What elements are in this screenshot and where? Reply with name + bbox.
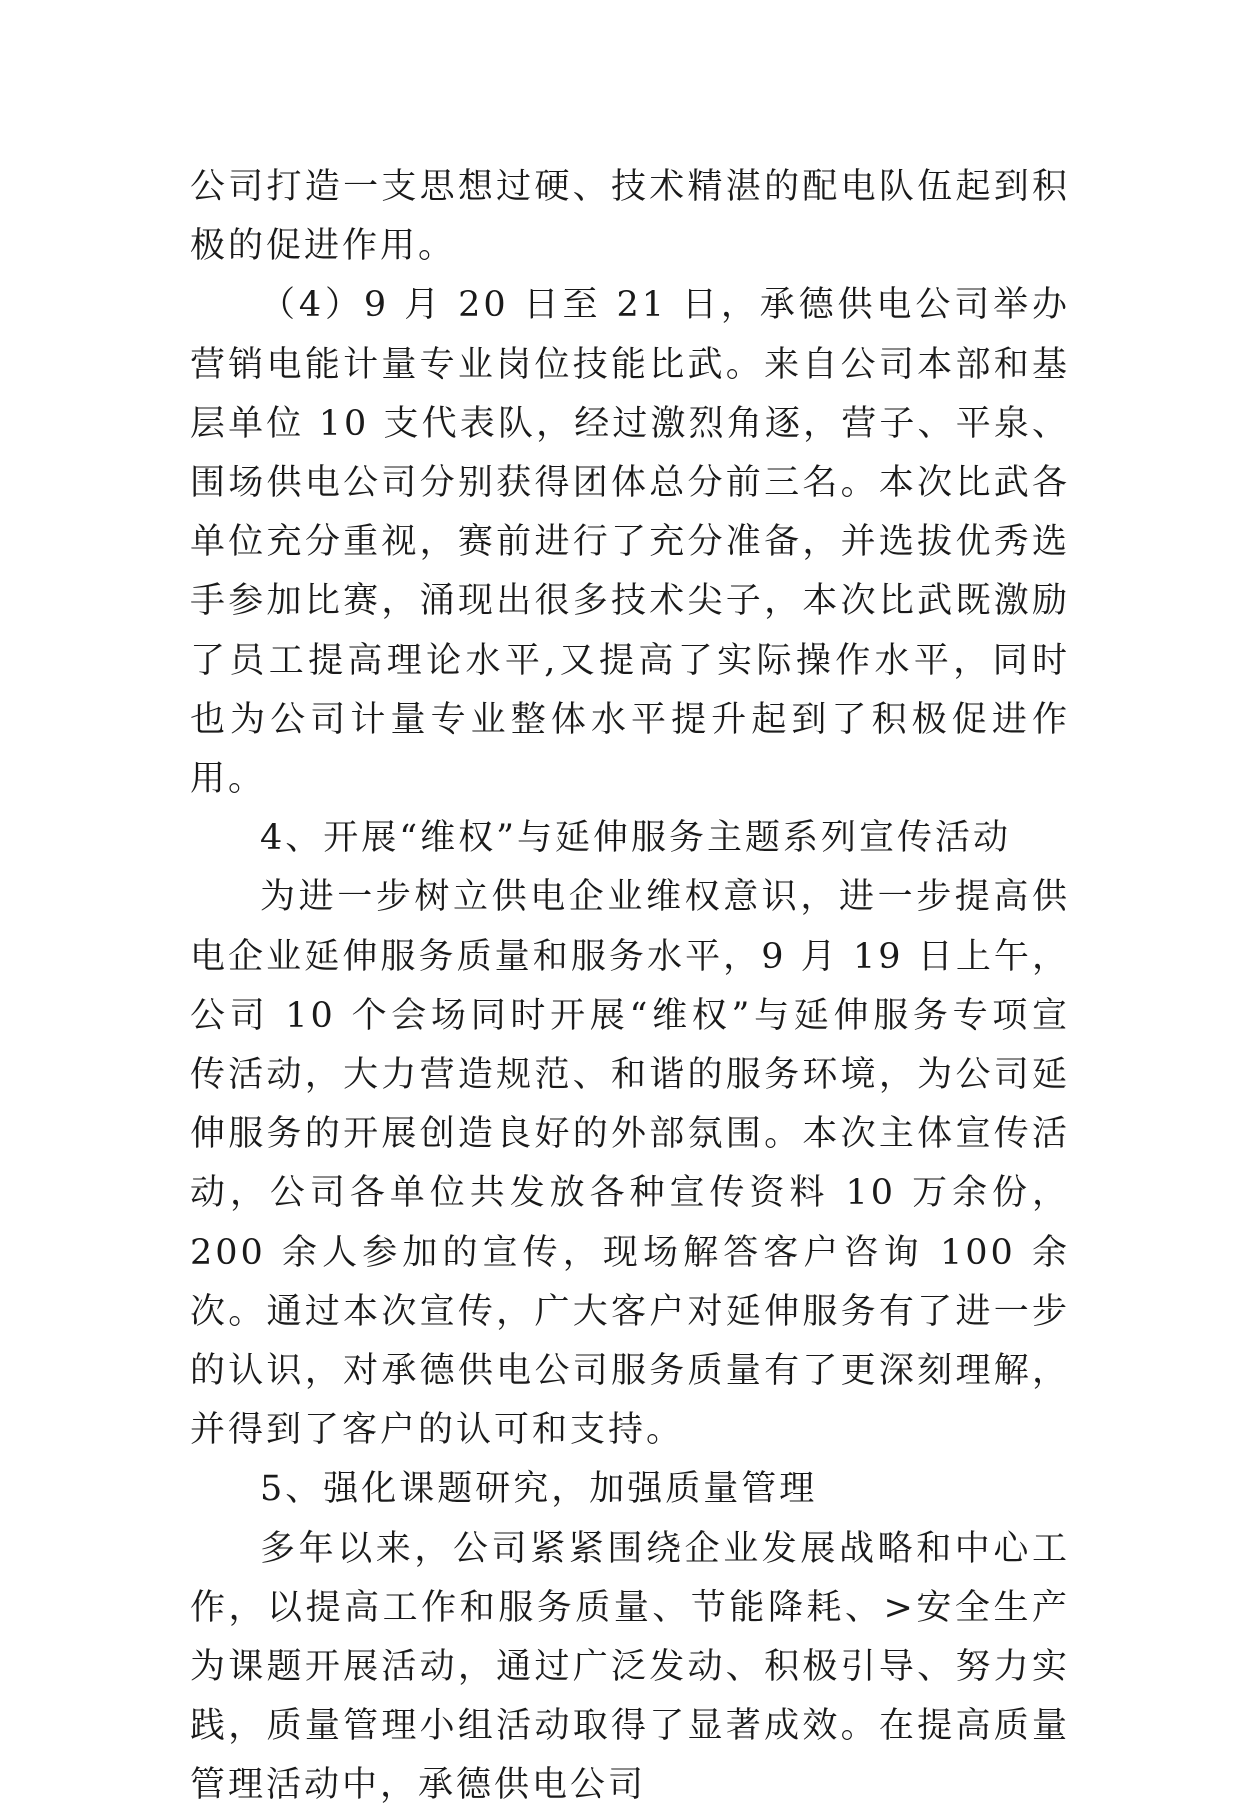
paragraph-publicity-campaign: 为进一步树立供电企业维权意识，进一步提高供电企业延伸服务质量和服务水平，9 月 19 日上午，公司 10 个会场同时开展“维权”与延伸服务专项宣传活动，大力营造规范、和谐的服务环境，为公司延伸服务的开展创造良好的外部氛围。本次主体宣传活动，公司各单位共发放各种宣传资料 10 万余份，200 余人参加的宣传，现场解答客户咨询 100 余次。通过本次宣传，广大客户对延伸服务有了进一步的认识，对承德供电公司服务质量有了更深刻理解，并得到了客户的认可和支持。	[190, 877, 1070, 1451]
document-body	[190, 158, 1070, 1816]
paragraph-item-4-skills-contest: （4）9 月 20 日至 21 日，承德供电公司举办营销电能计量专业岗位技能比武。来自公司本部和基层单位 10 支代表队，经过激烈角逐，营子、平泉、围场供电公司分别获得团体总分前三名。本次比武各单位充分重视，赛前进行了充分准备，并选拔优秀选手参加比赛，涌现出很多技术尖子，本次比武既激励了员工提高理论水平,又提高了实际操作水平，同时也为公司计量专业整体水平提升起到了积极促进作用。	[190, 285, 1070, 800]
section-heading-4: 4、开展“维权”与延伸服务主题系列宣传活动	[260, 818, 1012, 859]
section-heading-5: 5、强化课题研究，加强质量管理	[260, 1469, 818, 1510]
paragraph-continuation: 公司打造一支思想过硬、技术精湛的配电队伍起到积极的促进作用。	[190, 167, 1070, 267]
paragraph-quality-management: 多年以来，公司紧紧围绕企业发展战略和中心工作，以提高工作和服务质量、节能降耗、>安全生产为课题开展活动，通过广泛发动、积极引导、努力实践，质量管理小组活动取得了显著成效。在提高质量管理活动中，承德供电公司	[190, 1528, 1070, 1806]
